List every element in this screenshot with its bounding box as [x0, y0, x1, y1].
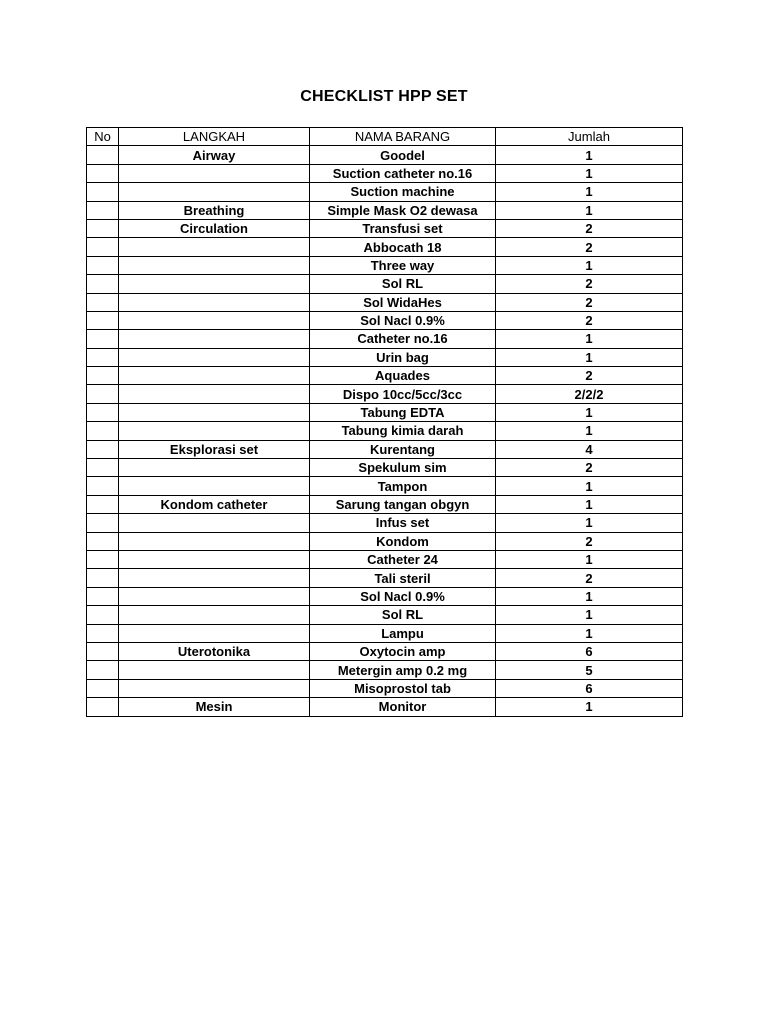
cell-jumlah: 1	[496, 403, 683, 421]
cell-nama-barang: Catheter no.16	[310, 330, 496, 348]
cell-langkah	[119, 385, 310, 403]
cell-nama-barang: Lampu	[310, 624, 496, 642]
cell-nama-barang: Sarung tangan obgyn	[310, 495, 496, 513]
cell-jumlah: 6	[496, 642, 683, 660]
cell-no	[87, 164, 119, 182]
cell-nama-barang: Tabung kimia darah	[310, 422, 496, 440]
cell-jumlah: 1	[496, 624, 683, 642]
cell-langkah	[119, 514, 310, 532]
cell-nama-barang: Suction machine	[310, 183, 496, 201]
cell-nama-barang: Three way	[310, 256, 496, 274]
cell-jumlah: 1	[496, 514, 683, 532]
cell-nama-barang: Goodel	[310, 146, 496, 164]
cell-langkah	[119, 403, 310, 421]
cell-langkah: Breathing	[119, 201, 310, 219]
cell-jumlah: 1	[496, 550, 683, 568]
cell-no	[87, 698, 119, 716]
cell-no	[87, 330, 119, 348]
cell-jumlah: 2/2/2	[496, 385, 683, 403]
table-row	[87, 238, 683, 256]
cell-jumlah: 2	[496, 293, 683, 311]
cell-jumlah: 2	[496, 275, 683, 293]
checklist-table	[86, 127, 683, 717]
cell-no	[87, 293, 119, 311]
cell-nama-barang: Tabung EDTA	[310, 403, 496, 421]
cell-jumlah: 1	[496, 606, 683, 624]
cell-jumlah: 2	[496, 459, 683, 477]
table-row	[87, 587, 683, 605]
cell-no	[87, 385, 119, 403]
table-row	[87, 624, 683, 642]
table-row	[87, 330, 683, 348]
table-row	[87, 422, 683, 440]
cell-no	[87, 348, 119, 366]
cell-jumlah: 2	[496, 311, 683, 329]
cell-langkah	[119, 183, 310, 201]
table-row	[87, 348, 683, 366]
table-row	[87, 569, 683, 587]
cell-langkah: Kondom catheter	[119, 495, 310, 513]
cell-no	[87, 183, 119, 201]
table-row	[87, 385, 683, 403]
cell-langkah	[119, 164, 310, 182]
header-row	[87, 128, 683, 146]
cell-jumlah: 1	[496, 146, 683, 164]
table-row	[87, 311, 683, 329]
table-row	[87, 219, 683, 237]
cell-nama-barang: Oxytocin amp	[310, 642, 496, 660]
cell-langkah	[119, 587, 310, 605]
table-row	[87, 550, 683, 568]
header-langkah: LANGKAH	[119, 128, 310, 146]
table-row	[87, 532, 683, 550]
header-no: No	[87, 128, 119, 146]
cell-langkah	[119, 606, 310, 624]
cell-jumlah: 6	[496, 679, 683, 697]
cell-no	[87, 550, 119, 568]
table-row	[87, 606, 683, 624]
table-row	[87, 183, 683, 201]
cell-langkah	[119, 238, 310, 256]
cell-no	[87, 440, 119, 458]
cell-no	[87, 532, 119, 550]
table-row	[87, 367, 683, 385]
cell-no	[87, 624, 119, 642]
header-jumlah: Jumlah	[496, 128, 683, 146]
cell-jumlah: 1	[496, 330, 683, 348]
cell-jumlah: 2	[496, 367, 683, 385]
cell-no	[87, 569, 119, 587]
cell-no	[87, 587, 119, 605]
cell-nama-barang: Abbocath 18	[310, 238, 496, 256]
table-row	[87, 459, 683, 477]
cell-langkah	[119, 477, 310, 495]
cell-no	[87, 201, 119, 219]
table-row	[87, 201, 683, 219]
cell-no	[87, 495, 119, 513]
cell-langkah	[119, 293, 310, 311]
cell-no	[87, 606, 119, 624]
cell-jumlah: 2	[496, 238, 683, 256]
cell-nama-barang: Suction catheter no.16	[310, 164, 496, 182]
cell-langkah	[119, 367, 310, 385]
cell-langkah	[119, 569, 310, 587]
cell-no	[87, 219, 119, 237]
cell-jumlah: 1	[496, 587, 683, 605]
cell-jumlah: 1	[496, 422, 683, 440]
cell-nama-barang: Transfusi set	[310, 219, 496, 237]
cell-jumlah: 1	[496, 256, 683, 274]
cell-no	[87, 477, 119, 495]
cell-nama-barang: Monitor	[310, 698, 496, 716]
table-row	[87, 698, 683, 716]
cell-no	[87, 403, 119, 421]
cell-no	[87, 238, 119, 256]
cell-langkah	[119, 422, 310, 440]
cell-no	[87, 642, 119, 660]
cell-nama-barang: Tali steril	[310, 569, 496, 587]
cell-langkah: Uterotonika	[119, 642, 310, 660]
cell-langkah	[119, 330, 310, 348]
cell-no	[87, 514, 119, 532]
table-header	[87, 128, 683, 146]
cell-langkah	[119, 311, 310, 329]
cell-langkah	[119, 532, 310, 550]
cell-no	[87, 422, 119, 440]
cell-jumlah: 1	[496, 348, 683, 366]
table-row	[87, 146, 683, 164]
cell-langkah: Airway	[119, 146, 310, 164]
cell-no	[87, 459, 119, 477]
table-row	[87, 256, 683, 274]
cell-jumlah: 2	[496, 219, 683, 237]
cell-jumlah: 2	[496, 569, 683, 587]
header-nama-barang: NAMA BARANG	[310, 128, 496, 146]
cell-nama-barang: Simple Mask O2 dewasa	[310, 201, 496, 219]
cell-jumlah: 1	[496, 183, 683, 201]
cell-no	[87, 146, 119, 164]
cell-no	[87, 367, 119, 385]
cell-langkah	[119, 256, 310, 274]
cell-nama-barang: Aquades	[310, 367, 496, 385]
cell-nama-barang: Infus set	[310, 514, 496, 532]
cell-jumlah: 1	[496, 698, 683, 716]
table-row	[87, 164, 683, 182]
cell-no	[87, 679, 119, 697]
table-row	[87, 403, 683, 421]
cell-nama-barang: Sol Nacl 0.9%	[310, 587, 496, 605]
cell-nama-barang: Tampon	[310, 477, 496, 495]
table-row	[87, 275, 683, 293]
cell-langkah	[119, 661, 310, 679]
table-body	[87, 146, 683, 716]
table-row	[87, 514, 683, 532]
cell-langkah: Mesin	[119, 698, 310, 716]
table-row	[87, 495, 683, 513]
cell-nama-barang: Sol RL	[310, 275, 496, 293]
table-row	[87, 679, 683, 697]
cell-jumlah: 1	[496, 495, 683, 513]
cell-jumlah: 1	[496, 477, 683, 495]
cell-langkah	[119, 679, 310, 697]
cell-nama-barang: Kondom	[310, 532, 496, 550]
cell-langkah: Eksplorasi set	[119, 440, 310, 458]
cell-langkah: Circulation	[119, 219, 310, 237]
page-title: CHECKLIST HPP SET	[300, 88, 468, 105]
cell-nama-barang: Kurentang	[310, 440, 496, 458]
cell-jumlah: 4	[496, 440, 683, 458]
cell-no	[87, 275, 119, 293]
cell-jumlah: 2	[496, 532, 683, 550]
cell-no	[87, 256, 119, 274]
cell-nama-barang: Sol Nacl 0.9%	[310, 311, 496, 329]
cell-nama-barang: Dispo 10cc/5cc/3cc	[310, 385, 496, 403]
table-row	[87, 293, 683, 311]
cell-jumlah: 5	[496, 661, 683, 679]
cell-no	[87, 311, 119, 329]
cell-no	[87, 661, 119, 679]
cell-langkah	[119, 275, 310, 293]
table-row	[87, 642, 683, 660]
table-row	[87, 477, 683, 495]
table-row	[87, 440, 683, 458]
cell-langkah	[119, 459, 310, 477]
cell-jumlah: 1	[496, 201, 683, 219]
cell-jumlah: 1	[496, 164, 683, 182]
cell-nama-barang: Spekulum sim	[310, 459, 496, 477]
cell-langkah	[119, 624, 310, 642]
cell-nama-barang: Catheter 24	[310, 550, 496, 568]
cell-nama-barang: Metergin amp 0.2 mg	[310, 661, 496, 679]
cell-nama-barang: Misoprostol tab	[310, 679, 496, 697]
cell-nama-barang: Sol WidaHes	[310, 293, 496, 311]
cell-langkah	[119, 348, 310, 366]
cell-nama-barang: Sol RL	[310, 606, 496, 624]
cell-langkah	[119, 550, 310, 568]
table-row	[87, 661, 683, 679]
cell-nama-barang: Urin bag	[310, 348, 496, 366]
